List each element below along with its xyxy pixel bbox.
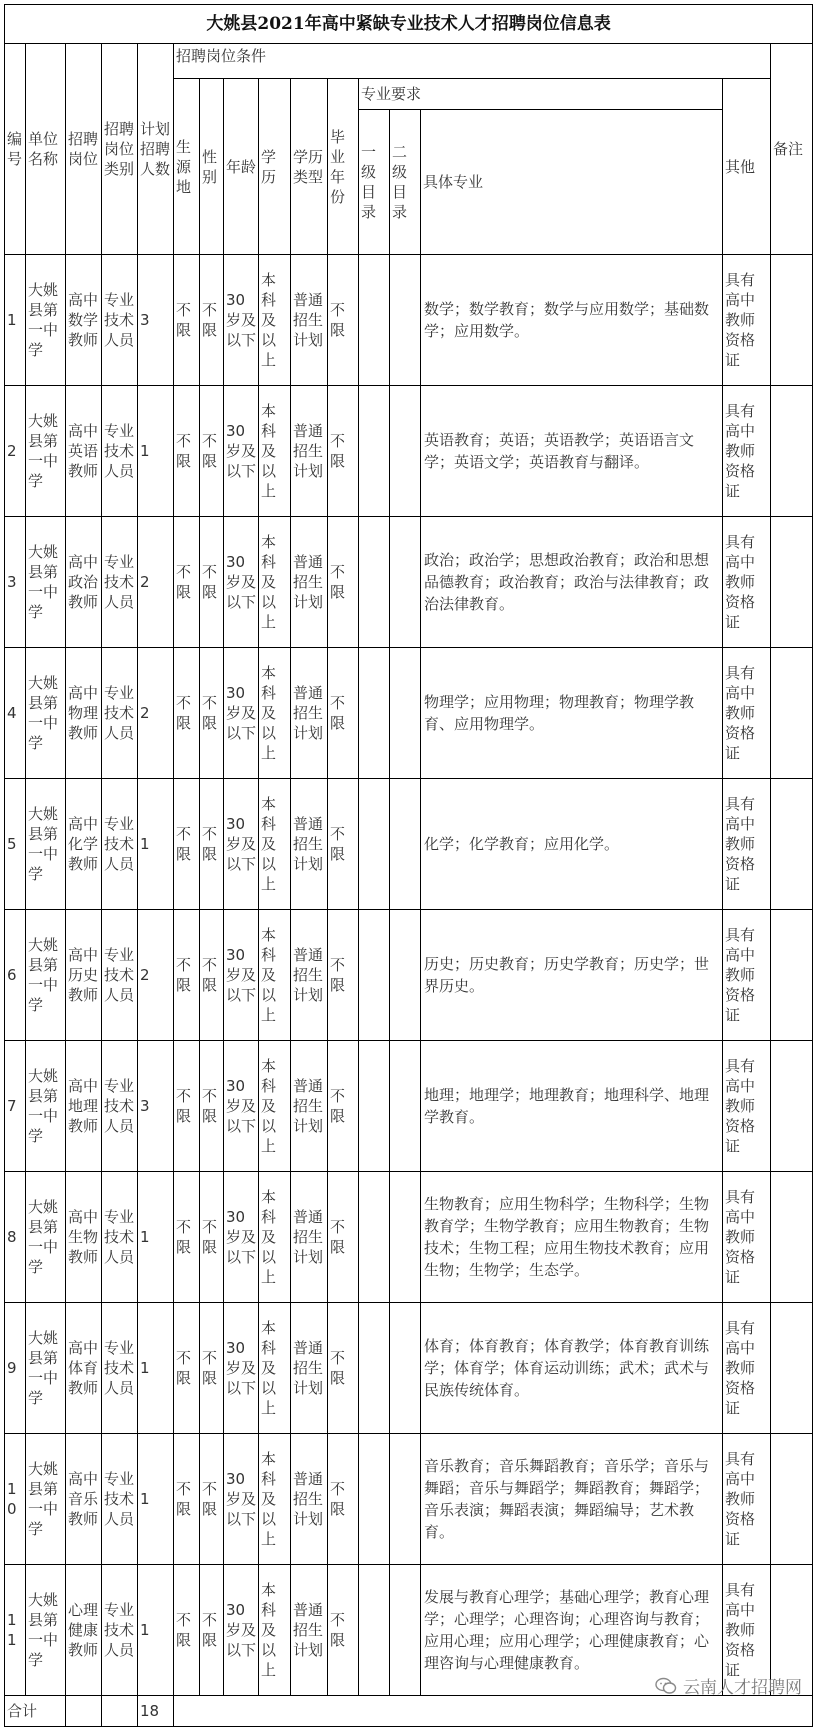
cell-other: 具有高中教师资格证 <box>723 1172 771 1303</box>
cell-level1 <box>359 1303 390 1434</box>
cell-origin: 不限 <box>174 1041 200 1172</box>
header-no: 编号 <box>5 44 26 255</box>
cell-education: 本科及以上 <box>259 910 291 1041</box>
cell-level1 <box>359 386 390 517</box>
cell-no: 7 <box>5 1041 26 1172</box>
table-row <box>5 255 813 386</box>
cell-level2 <box>390 517 421 648</box>
cell-level1 <box>359 1041 390 1172</box>
cell-plan: 1 <box>138 386 174 517</box>
cell-edu-type: 普通招生计划 <box>291 1565 328 1696</box>
wechat-icon <box>655 1677 677 1695</box>
header-major-req: 专业要求 <box>359 79 723 110</box>
cell-grad-year: 不限 <box>328 1303 359 1434</box>
cell-remark <box>771 910 813 1041</box>
header-unit: 单位名称 <box>26 44 66 255</box>
header-position: 招聘岗位 <box>66 44 102 255</box>
cell-plan: 1 <box>138 1565 174 1696</box>
cell-age: 30岁及以下 <box>224 1434 259 1565</box>
cell-level2 <box>390 910 421 1041</box>
cell-edu-type: 普通招生计划 <box>291 1041 328 1172</box>
cell-plan: 2 <box>138 648 174 779</box>
cell-position: 高中生物教师 <box>66 1172 102 1303</box>
cell-origin: 不限 <box>174 1434 200 1565</box>
cell-level2 <box>390 1434 421 1565</box>
cell-unit: 大姚县第一中学 <box>26 1434 66 1565</box>
cell-category: 专业技术人员 <box>102 910 138 1041</box>
cell-level2 <box>390 386 421 517</box>
header-education: 学历 <box>259 79 291 255</box>
cell-remark <box>771 386 813 517</box>
cell-plan: 2 <box>138 517 174 648</box>
cell-no: 6 <box>5 910 26 1041</box>
cell-gender: 不限 <box>200 1041 224 1172</box>
cell-position: 高中政治教师 <box>66 517 102 648</box>
cell-education: 本科及以上 <box>259 648 291 779</box>
cell-level2 <box>390 255 421 386</box>
cell-category: 专业技术人员 <box>102 779 138 910</box>
cell-origin: 不限 <box>174 1565 200 1696</box>
cell-specific: 生物教育；应用生物科学；生物科学；生物教育学；生物学教育；应用生物教育；生物技术；生物工程；应用生物技术教育；应用生物；生物学；生态学。 <box>421 1172 723 1303</box>
cell-specific: 历史；历史教育；历史学教育；历史学；世界历史。 <box>421 910 723 1041</box>
cell-edu-type: 普通招生计划 <box>291 648 328 779</box>
cell-age: 30岁及以下 <box>224 648 259 779</box>
cell-gender: 不限 <box>200 1565 224 1696</box>
cell-origin: 不限 <box>174 648 200 779</box>
cell-age: 30岁及以下 <box>224 910 259 1041</box>
cell-gender: 不限 <box>200 255 224 386</box>
cell-level2 <box>390 779 421 910</box>
cell-origin: 不限 <box>174 779 200 910</box>
cell-education: 本科及以上 <box>259 1565 291 1696</box>
table-row <box>5 1172 813 1303</box>
cell-age: 30岁及以下 <box>224 1172 259 1303</box>
recruitment-table-container <box>4 4 812 1727</box>
cell-remark <box>771 1041 813 1172</box>
cell-origin: 不限 <box>174 910 200 1041</box>
cell-unit: 大姚县第一中学 <box>26 648 66 779</box>
cell-grad-year: 不限 <box>328 910 359 1041</box>
cell-no: 9 <box>5 1303 26 1434</box>
header-level2: 二级目录 <box>390 110 421 255</box>
cell-other: 具有高中教师资格证 <box>723 1303 771 1434</box>
total-empty-cell <box>102 1696 138 1727</box>
cell-position: 高中体育教师 <box>66 1303 102 1434</box>
cell-gender: 不限 <box>200 1172 224 1303</box>
watermark <box>655 1673 802 1698</box>
total-label: 合计 <box>5 1696 66 1727</box>
cell-other: 具有高中教师资格证 <box>723 1434 771 1565</box>
cell-plan: 1 <box>138 1172 174 1303</box>
cell-origin: 不限 <box>174 1303 200 1434</box>
cell-no: 5 <box>5 779 26 910</box>
cell-no: 2 <box>5 386 26 517</box>
table-row <box>5 648 813 779</box>
cell-plan: 3 <box>138 255 174 386</box>
total-plan: 18 <box>138 1696 174 1727</box>
cell-edu-type: 普通招生计划 <box>291 386 328 517</box>
cell-no: 8 <box>5 1172 26 1303</box>
total-empty-cell <box>174 1696 813 1727</box>
cell-unit: 大姚县第一中学 <box>26 1565 66 1696</box>
cell-education: 本科及以上 <box>259 1172 291 1303</box>
table-body <box>5 5 813 255</box>
cell-other: 具有高中教师资格证 <box>723 517 771 648</box>
cell-grad-year: 不限 <box>328 779 359 910</box>
cell-education: 本科及以上 <box>259 1041 291 1172</box>
header-edu-type: 学历类型 <box>291 79 328 255</box>
cell-age: 30岁及以下 <box>224 1041 259 1172</box>
cell-no: 4 <box>5 648 26 779</box>
cell-specific: 体育；体育教育；体育教学；体育教育训练学；体育学；体育运动训练；武术；武术与民族传统体育。 <box>421 1303 723 1434</box>
cell-level2 <box>390 1303 421 1434</box>
cell-education: 本科及以上 <box>259 779 291 910</box>
cell-specific: 物理学；应用物理；物理教育；物理学教育、应用物理学。 <box>421 648 723 779</box>
cell-unit: 大姚县第一中学 <box>26 910 66 1041</box>
cell-position: 高中地理教师 <box>66 1041 102 1172</box>
cell-unit: 大姚县第一中学 <box>26 1303 66 1434</box>
cell-position: 心理健康教师 <box>66 1565 102 1696</box>
cell-gender: 不限 <box>200 779 224 910</box>
cell-remark <box>771 1434 813 1565</box>
data-rows <box>5 255 813 1696</box>
table-row <box>5 386 813 517</box>
cell-level1 <box>359 255 390 386</box>
cell-age: 30岁及以下 <box>224 779 259 910</box>
cell-gender: 不限 <box>200 910 224 1041</box>
table-row <box>5 910 813 1041</box>
cell-level1 <box>359 517 390 648</box>
cell-edu-type: 普通招生计划 <box>291 910 328 1041</box>
cell-category: 专业技术人员 <box>102 1172 138 1303</box>
cell-specific: 英语教育；英语；英语教学；英语语言文学；英语文学；英语教育与翻译。 <box>421 386 723 517</box>
cell-category: 专业技术人员 <box>102 1434 138 1565</box>
header-other: 其他 <box>723 79 771 255</box>
cell-gender: 不限 <box>200 386 224 517</box>
cell-grad-year: 不限 <box>328 648 359 779</box>
cell-other: 具有高中教师资格证 <box>723 910 771 1041</box>
cell-position: 高中英语教师 <box>66 386 102 517</box>
page-title: 大姚县2021年高中紧缺专业技术人才招聘岗位信息表 <box>5 5 813 44</box>
total-section <box>5 1696 813 1727</box>
cell-remark <box>771 648 813 779</box>
cell-gender: 不限 <box>200 1434 224 1565</box>
header-category: 招聘岗位类别 <box>102 44 138 255</box>
cell-specific: 发展与教育心理学；基础心理学；教育心理学；心理学；心理咨询；心理咨询与教育；应用心理；应用心理学；心理健康教育；心理咨询与心理健康教育。 <box>421 1565 723 1696</box>
table-row <box>5 1434 813 1565</box>
cell-remark <box>771 1172 813 1303</box>
header-row-1 <box>5 44 813 79</box>
cell-specific: 音乐教育；音乐舞蹈教育；音乐学；音乐与舞蹈；音乐与舞蹈学；舞蹈教育；舞蹈学；音乐表演；舞蹈表演；舞蹈编导；艺术教育。 <box>421 1434 723 1565</box>
cell-age: 30岁及以下 <box>224 386 259 517</box>
cell-plan: 3 <box>138 1041 174 1172</box>
table-row <box>5 517 813 648</box>
table-row <box>5 1041 813 1172</box>
cell-no: 1 <box>5 255 26 386</box>
cell-age: 30岁及以下 <box>224 255 259 386</box>
cell-remark <box>771 1303 813 1434</box>
cell-edu-type: 普通招生计划 <box>291 779 328 910</box>
cell-grad-year: 不限 <box>328 1041 359 1172</box>
header-conditions: 招聘岗位条件 <box>174 44 771 79</box>
cell-position: 高中数学教师 <box>66 255 102 386</box>
cell-category: 专业技术人员 <box>102 1565 138 1696</box>
cell-origin: 不限 <box>174 1172 200 1303</box>
cell-plan: 1 <box>138 779 174 910</box>
cell-age: 30岁及以下 <box>224 1565 259 1696</box>
cell-edu-type: 普通招生计划 <box>291 1303 328 1434</box>
cell-no: 10 <box>5 1434 26 1565</box>
cell-gender: 不限 <box>200 648 224 779</box>
cell-origin: 不限 <box>174 255 200 386</box>
cell-other: 具有高中教师资格证 <box>723 1565 771 1696</box>
cell-remark <box>771 779 813 910</box>
cell-edu-type: 普通招生计划 <box>291 517 328 648</box>
cell-no: 11 <box>5 1565 26 1696</box>
table-row <box>5 779 813 910</box>
title-row <box>5 5 813 44</box>
cell-category: 专业技术人员 <box>102 648 138 779</box>
cell-level1 <box>359 1172 390 1303</box>
cell-category: 专业技术人员 <box>102 1041 138 1172</box>
cell-unit: 大姚县第一中学 <box>26 386 66 517</box>
cell-unit: 大姚县第一中学 <box>26 1041 66 1172</box>
cell-other: 具有高中教师资格证 <box>723 386 771 517</box>
total-row <box>5 1696 813 1727</box>
cell-category: 专业技术人员 <box>102 517 138 648</box>
cell-edu-type: 普通招生计划 <box>291 255 328 386</box>
cell-level2 <box>390 648 421 779</box>
header-origin: 生源地 <box>174 79 200 255</box>
cell-grad-year: 不限 <box>328 386 359 517</box>
cell-age: 30岁及以下 <box>224 517 259 648</box>
cell-level1 <box>359 1434 390 1565</box>
cell-other: 具有高中教师资格证 <box>723 1041 771 1172</box>
total-empty-cell <box>66 1696 102 1727</box>
cell-other: 具有高中教师资格证 <box>723 255 771 386</box>
header-gender: 性别 <box>200 79 224 255</box>
cell-grad-year: 不限 <box>328 1172 359 1303</box>
cell-gender: 不限 <box>200 1303 224 1434</box>
cell-level1 <box>359 1565 390 1696</box>
cell-category: 专业技术人员 <box>102 255 138 386</box>
cell-grad-year: 不限 <box>328 255 359 386</box>
cell-education: 本科及以上 <box>259 386 291 517</box>
header-level1: 一级目录 <box>359 110 390 255</box>
cell-edu-type: 普通招生计划 <box>291 1172 328 1303</box>
cell-position: 高中音乐教师 <box>66 1434 102 1565</box>
cell-unit: 大姚县第一中学 <box>26 779 66 910</box>
cell-category: 专业技术人员 <box>102 386 138 517</box>
cell-unit: 大姚县第一中学 <box>26 517 66 648</box>
cell-level1 <box>359 910 390 1041</box>
cell-gender: 不限 <box>200 517 224 648</box>
cell-remark <box>771 255 813 386</box>
cell-level1 <box>359 648 390 779</box>
cell-level2 <box>390 1565 421 1696</box>
cell-education: 本科及以上 <box>259 517 291 648</box>
cell-origin: 不限 <box>174 386 200 517</box>
cell-level1 <box>359 779 390 910</box>
cell-category: 专业技术人员 <box>102 1303 138 1434</box>
cell-grad-year: 不限 <box>328 1434 359 1565</box>
cell-grad-year: 不限 <box>328 1565 359 1696</box>
cell-unit: 大姚县第一中学 <box>26 255 66 386</box>
cell-specific: 数学；数学教育；数学与应用数学；基础数学；应用数学。 <box>421 255 723 386</box>
header-plan: 计划招聘人数 <box>138 44 174 255</box>
cell-position: 高中历史教师 <box>66 910 102 1041</box>
cell-plan: 1 <box>138 1434 174 1565</box>
cell-position: 高中物理教师 <box>66 648 102 779</box>
cell-level2 <box>390 1041 421 1172</box>
recruitment-table <box>4 4 813 1727</box>
cell-unit: 大姚县第一中学 <box>26 1172 66 1303</box>
cell-education: 本科及以上 <box>259 255 291 386</box>
cell-plan: 2 <box>138 910 174 1041</box>
cell-other: 具有高中教师资格证 <box>723 779 771 910</box>
header-remark: 备注 <box>771 44 813 255</box>
cell-origin: 不限 <box>174 517 200 648</box>
cell-education: 本科及以上 <box>259 1303 291 1434</box>
cell-specific: 化学；化学教育；应用化学。 <box>421 779 723 910</box>
cell-age: 30岁及以下 <box>224 1303 259 1434</box>
header-specific: 具体专业 <box>421 110 723 255</box>
cell-grad-year: 不限 <box>328 517 359 648</box>
cell-no: 3 <box>5 517 26 648</box>
watermark-text: 云南人才招聘网 <box>683 1678 802 1698</box>
cell-remark <box>771 517 813 648</box>
cell-plan: 1 <box>138 1303 174 1434</box>
cell-specific: 政治；政治学；思想政治教育；政治和思想品德教育；政治教育；政治与法律教育；政治法律教育。 <box>421 517 723 648</box>
cell-specific: 地理；地理学；地理教育；地理科学、地理学教育。 <box>421 1041 723 1172</box>
cell-other: 具有高中教师资格证 <box>723 648 771 779</box>
cell-level2 <box>390 1172 421 1303</box>
header-grad-year: 毕业年份 <box>328 79 359 255</box>
table-row <box>5 1303 813 1434</box>
cell-position: 高中化学教师 <box>66 779 102 910</box>
cell-edu-type: 普通招生计划 <box>291 1434 328 1565</box>
header-age: 年龄 <box>224 79 259 255</box>
cell-education: 本科及以上 <box>259 1434 291 1565</box>
